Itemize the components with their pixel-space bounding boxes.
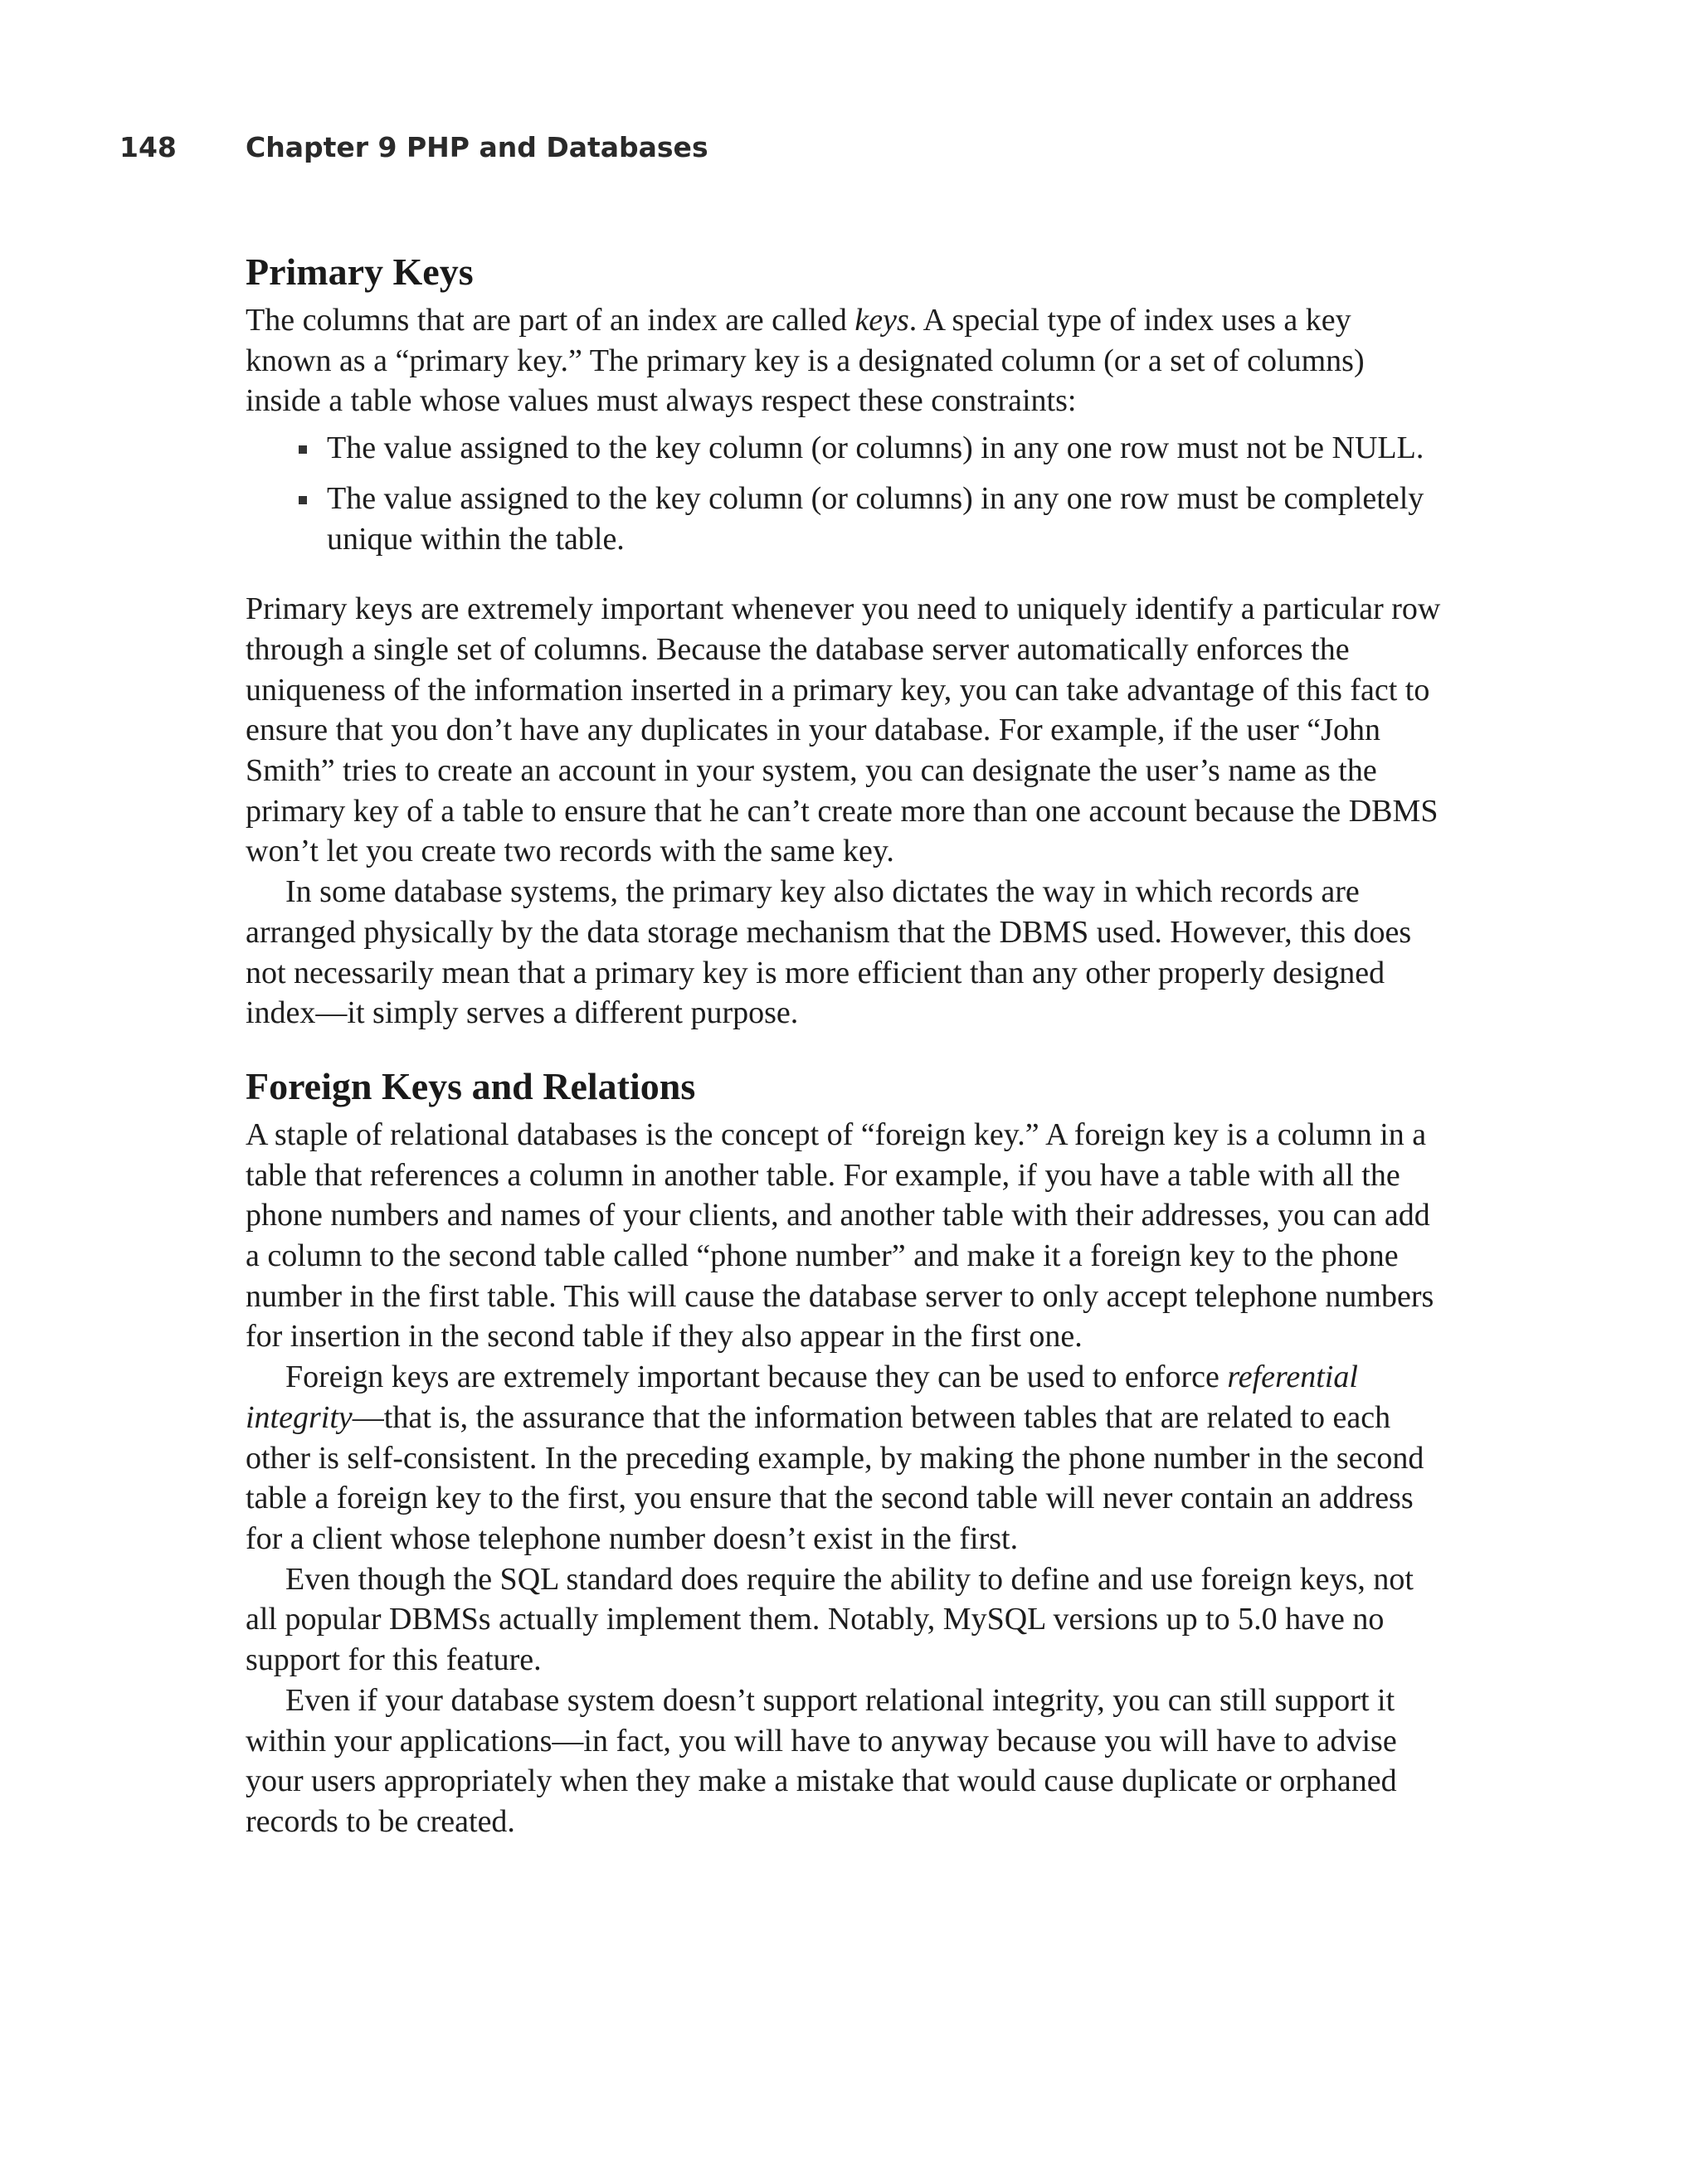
body-paragraph: Even though the SQL standard does require the ability to define and use foreign keys, not all popular DBMSs actually implement them. Notably, MySQL versions up to 5.0 have no support for this feature. — [246, 1561, 1414, 1678]
body-paragraph: In some database systems, the primary key also dictates the way in which records are arranged physically by the data storage mechanism that the DBMS used. However, this does not necessarily mean that a primary key is more efficient than any other properly designed index—it simply serves a different purpose. — [246, 874, 1412, 1031]
section-heading-foreign-keys: Foreign Keys and Relations — [246, 1064, 696, 1107]
constraints-list — [246, 428, 1444, 559]
body-paragraph: Even if your database system doesn’t support relational integrity, you can still support it within your applications—in fact, you will have to anyway because you will have to advise your users appropriately when they make a mistake that would cause duplicate or orphaned records to be created. — [246, 1682, 1397, 1839]
list-item: The value assigned to the key column (or columns) in any one row must be completely unique within the table. — [246, 479, 1444, 559]
body-paragraph: Primary keys are extremely important whenever you need to uniquely identify a particular row through a single set of columns. Because the database server automatically enforces the uniqueness of the information inserted in a primary key, you can take advantage of this fact to ensure that you don’t have any duplicates in your database. For example, if the user “John Smith” tries to create an account in your system, you can designate the user’s name as the primary key of a table to ensure that he can’t create more than one account because the DBMS won’t let you create two records with the same key. — [246, 591, 1441, 869]
primary-keys-intro: The columns that are part of an index are called keys. A special type of index uses a key known as a “primary key.” The primary key is a designated column (or a set of columns) inside a table whose values must always respect these constraints: — [246, 303, 1365, 419]
page-number: 148 — [119, 131, 177, 163]
chapter-label: Chapter 9 PHP and Databases — [246, 131, 708, 163]
body-paragraph: Foreign keys are extremely important because they can be used to enforce referential integrity—that is, the assurance that the information between tables that are related to each other is self-consistent. In the preceding example, by making the phone number in the second table a foreign key to the first, you ensure that the second table will never contain an address for a client whose telephone number doesn’t exist in the first. — [246, 1360, 1424, 1556]
section-heading-primary-keys: Primary Keys — [246, 251, 474, 293]
list-item: The value assigned to the key column (or columns) in any one row must not be NULL. — [246, 428, 1444, 469]
bullet-icon — [299, 496, 307, 504]
emphasis-referential-integrity: referential integrity — [246, 1360, 1358, 1435]
emphasis-keys: keys — [854, 303, 909, 338]
page-body — [246, 249, 1444, 1842]
body-paragraph: A staple of relational databases is the concept of “foreign key.” A foreign key is a column in a table that references a column in another table. For example, if you have a table with all the phone numbers and names of your clients, and another table with their addresses, you can add a column to the second table called “phone number” and make it a foreign key to the phone number in the first table. This will cause the database server to only accept telephone numbers for insertion in the second table if they also appear in the first one. — [246, 1116, 1434, 1355]
bullet-icon — [299, 445, 307, 454]
running-head — [0, 131, 1699, 173]
